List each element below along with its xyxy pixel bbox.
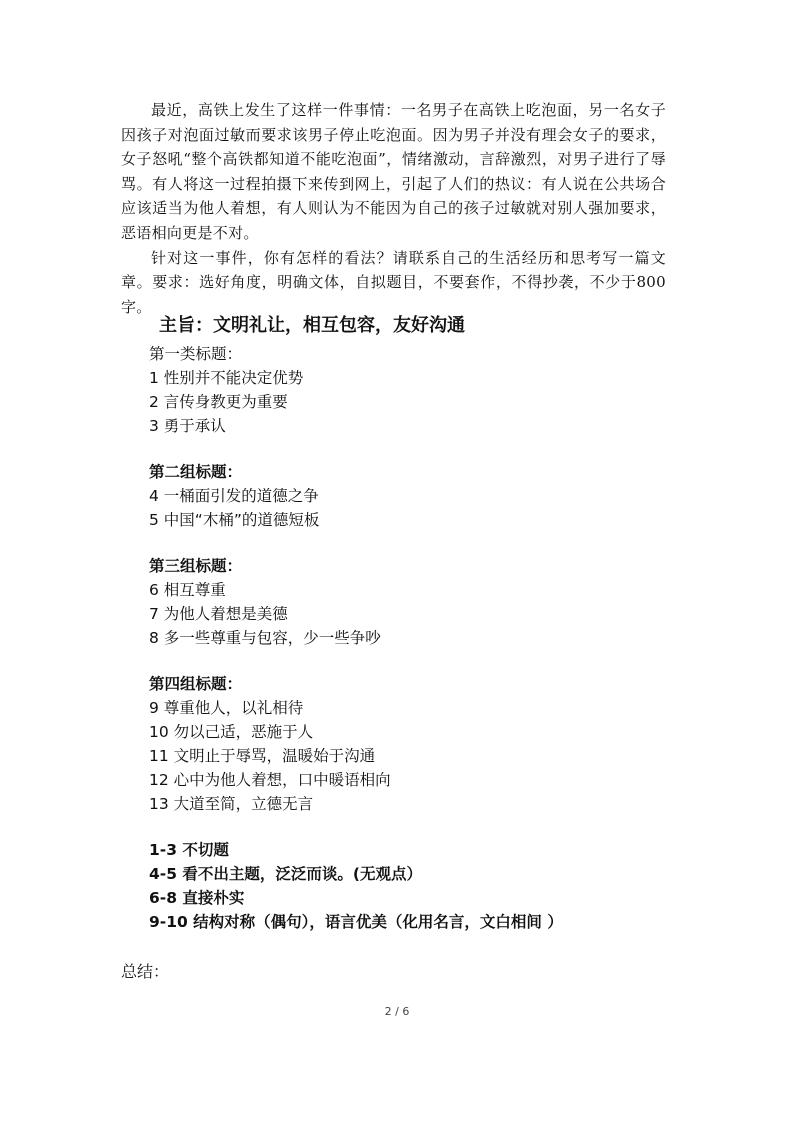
group-3-heading: 第三组标题： bbox=[149, 557, 243, 575]
group-1-heading: 第一类标题： bbox=[149, 345, 243, 363]
group-4-heading: 第四组标题： bbox=[149, 675, 243, 693]
title-item: 12 心中为他人着想，口中暖语相向 bbox=[149, 771, 391, 789]
evaluation-line: 4-5 看不出主题，泛泛而谈。(无观点） bbox=[149, 865, 422, 883]
title-item: 6 相互尊重 bbox=[149, 581, 226, 599]
title-item: 10 勿以己适，恶施于人 bbox=[149, 723, 314, 741]
summary-label: 总结： bbox=[121, 962, 170, 981]
title-item: 5 中国“木桶”的道德短板 bbox=[149, 511, 320, 529]
title-item: 11 文明止于辱骂，温暖始于沟通 bbox=[149, 747, 376, 765]
evaluation-line: 9-10 结构对称（偶句），语言优美（化用名言，文白相间 ） bbox=[149, 913, 563, 931]
title-item: 2 言传身教更为重要 bbox=[149, 393, 288, 411]
title-item: 13 大道至简，立德无言 bbox=[149, 795, 314, 813]
title-item: 7 为他人着想是美德 bbox=[149, 605, 288, 623]
title-item: 3 勇于承认 bbox=[149, 417, 226, 435]
page-number: 2 / 6 bbox=[384, 1005, 410, 1018]
prompt-paragraph-2: 针对这一事件，你有怎样的看法？请联系自己的生活经历和思考写一篇文章。要求：选好角度，明确文体，自拟题目，不要套作，不得抄袭，不少于800字。 bbox=[121, 248, 666, 316]
title-item: 8 多一些尊重与包容，少一些争吵 bbox=[149, 629, 381, 647]
evaluation-line: 1-3 不切题 bbox=[149, 841, 229, 859]
title-item: 1 性别并不能决定优势 bbox=[149, 369, 304, 387]
title-item: 9 尊重他人，以礼相待 bbox=[149, 699, 304, 717]
prompt-text bbox=[121, 98, 666, 319]
notes-body bbox=[149, 312, 709, 934]
theme-heading: 主旨：文明礼让，相互包容，友好沟通 bbox=[159, 315, 465, 336]
evaluation-line: 6-8 直接朴实 bbox=[149, 889, 245, 907]
prompt-paragraph-1: 最近，高铁上发生了这样一件事情：一名男子在高铁上吃泡面，另一名女子因孩子对泡面过敏而要求该男子停止吃泡面。因为男子并没有理会女子的要求，女子怒吼“整个高铁都知道不能吃泡面”，情绪激动，言辞激烈，对男子进行了辱骂。有人将这一过程拍摄下来传到网上，引起了人们的热议：有人说在公共场合应该适当为他人着想，有人则认为不能因为自己的孩子过敏就对别人强加要求，恶语相向更是不对。 bbox=[121, 101, 666, 242]
title-item: 4 一桶面引发的道德之争 bbox=[149, 487, 319, 505]
group-2-heading: 第二组标题： bbox=[149, 463, 243, 481]
